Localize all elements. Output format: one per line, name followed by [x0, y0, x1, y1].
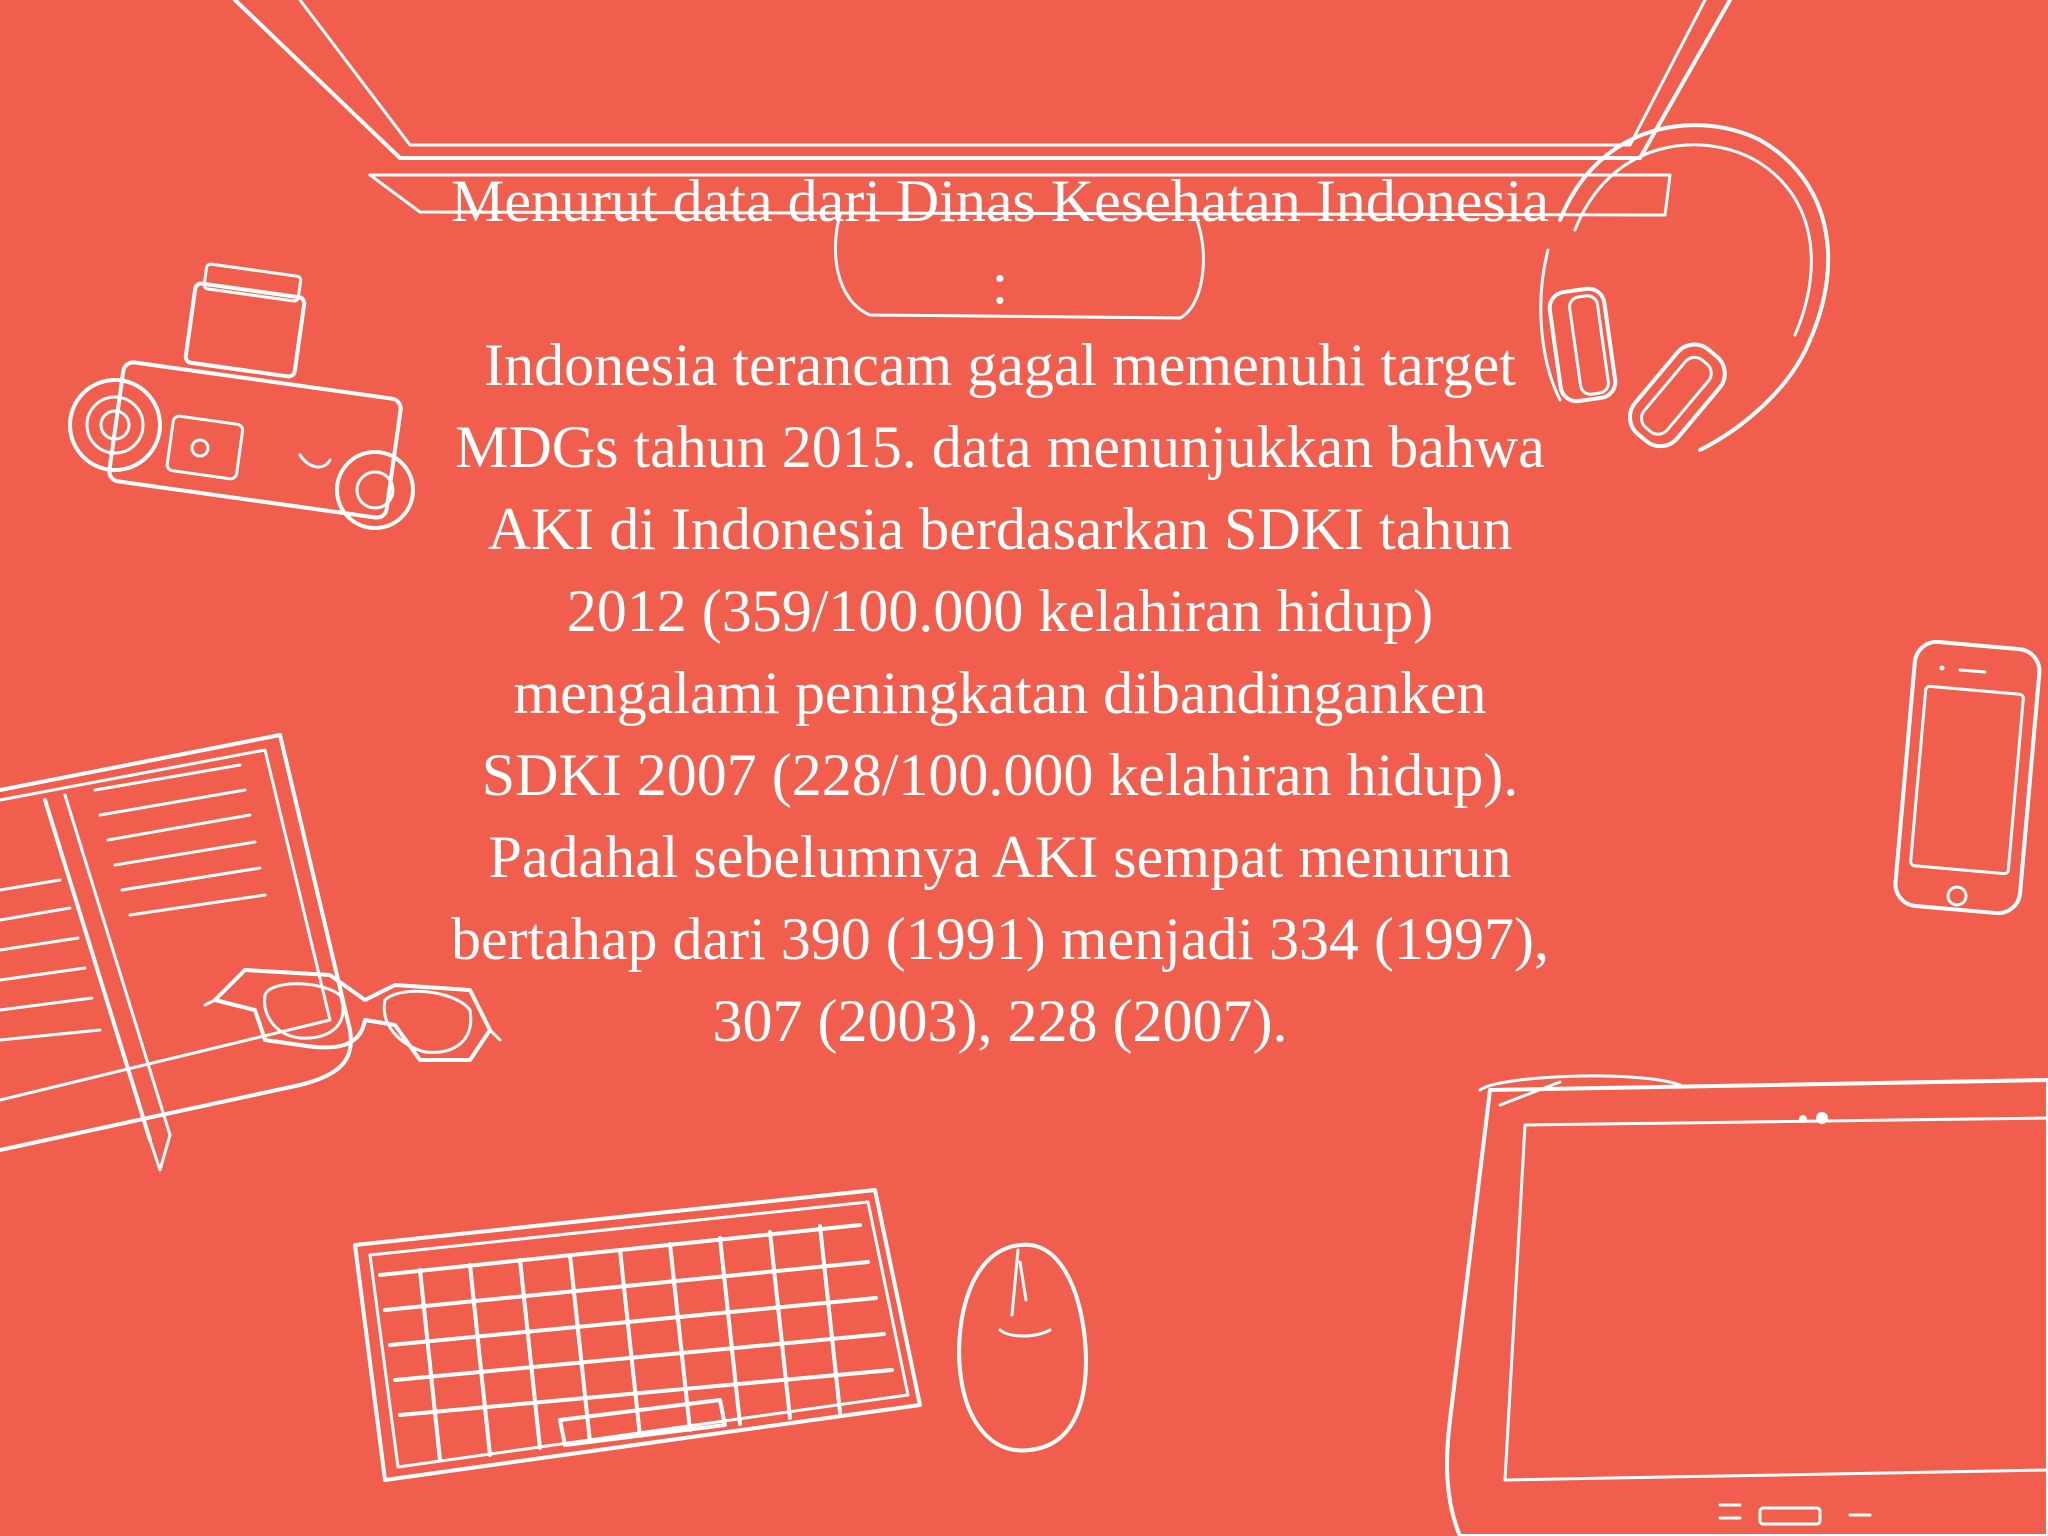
notebook-illustration — [0, 735, 351, 1170]
smartphone-illustration — [1894, 640, 2042, 915]
camera-illustration — [70, 264, 413, 528]
tablet-illustration — [1447, 1076, 2048, 1536]
slide-heading: Menurut data dari Dinas Kesehatan Indonesia : — [451, 168, 1549, 316]
keyboard-illustration — [355, 1190, 920, 1480]
slide-text — [440, 160, 1560, 1062]
mouse-illustration — [959, 1245, 1086, 1451]
slide-body: Indonesia terancam gagal memenuhi target MDGs tahun 2015. data menunjukkan bahwa AKI di Indonesia berdasarkan SDKI tahun 2012 (359/100.000 kelahiran hidup) mengalami peningkatan dibandinganken SDKI 2007 (228/100.000 kelahiran hidup). Padahal sebelumnya AKI sempat menurun bertahap dari 390 (1991) menjadi 334 (1997), 307 (2003), 228 (2007). — [450, 332, 1550, 1054]
